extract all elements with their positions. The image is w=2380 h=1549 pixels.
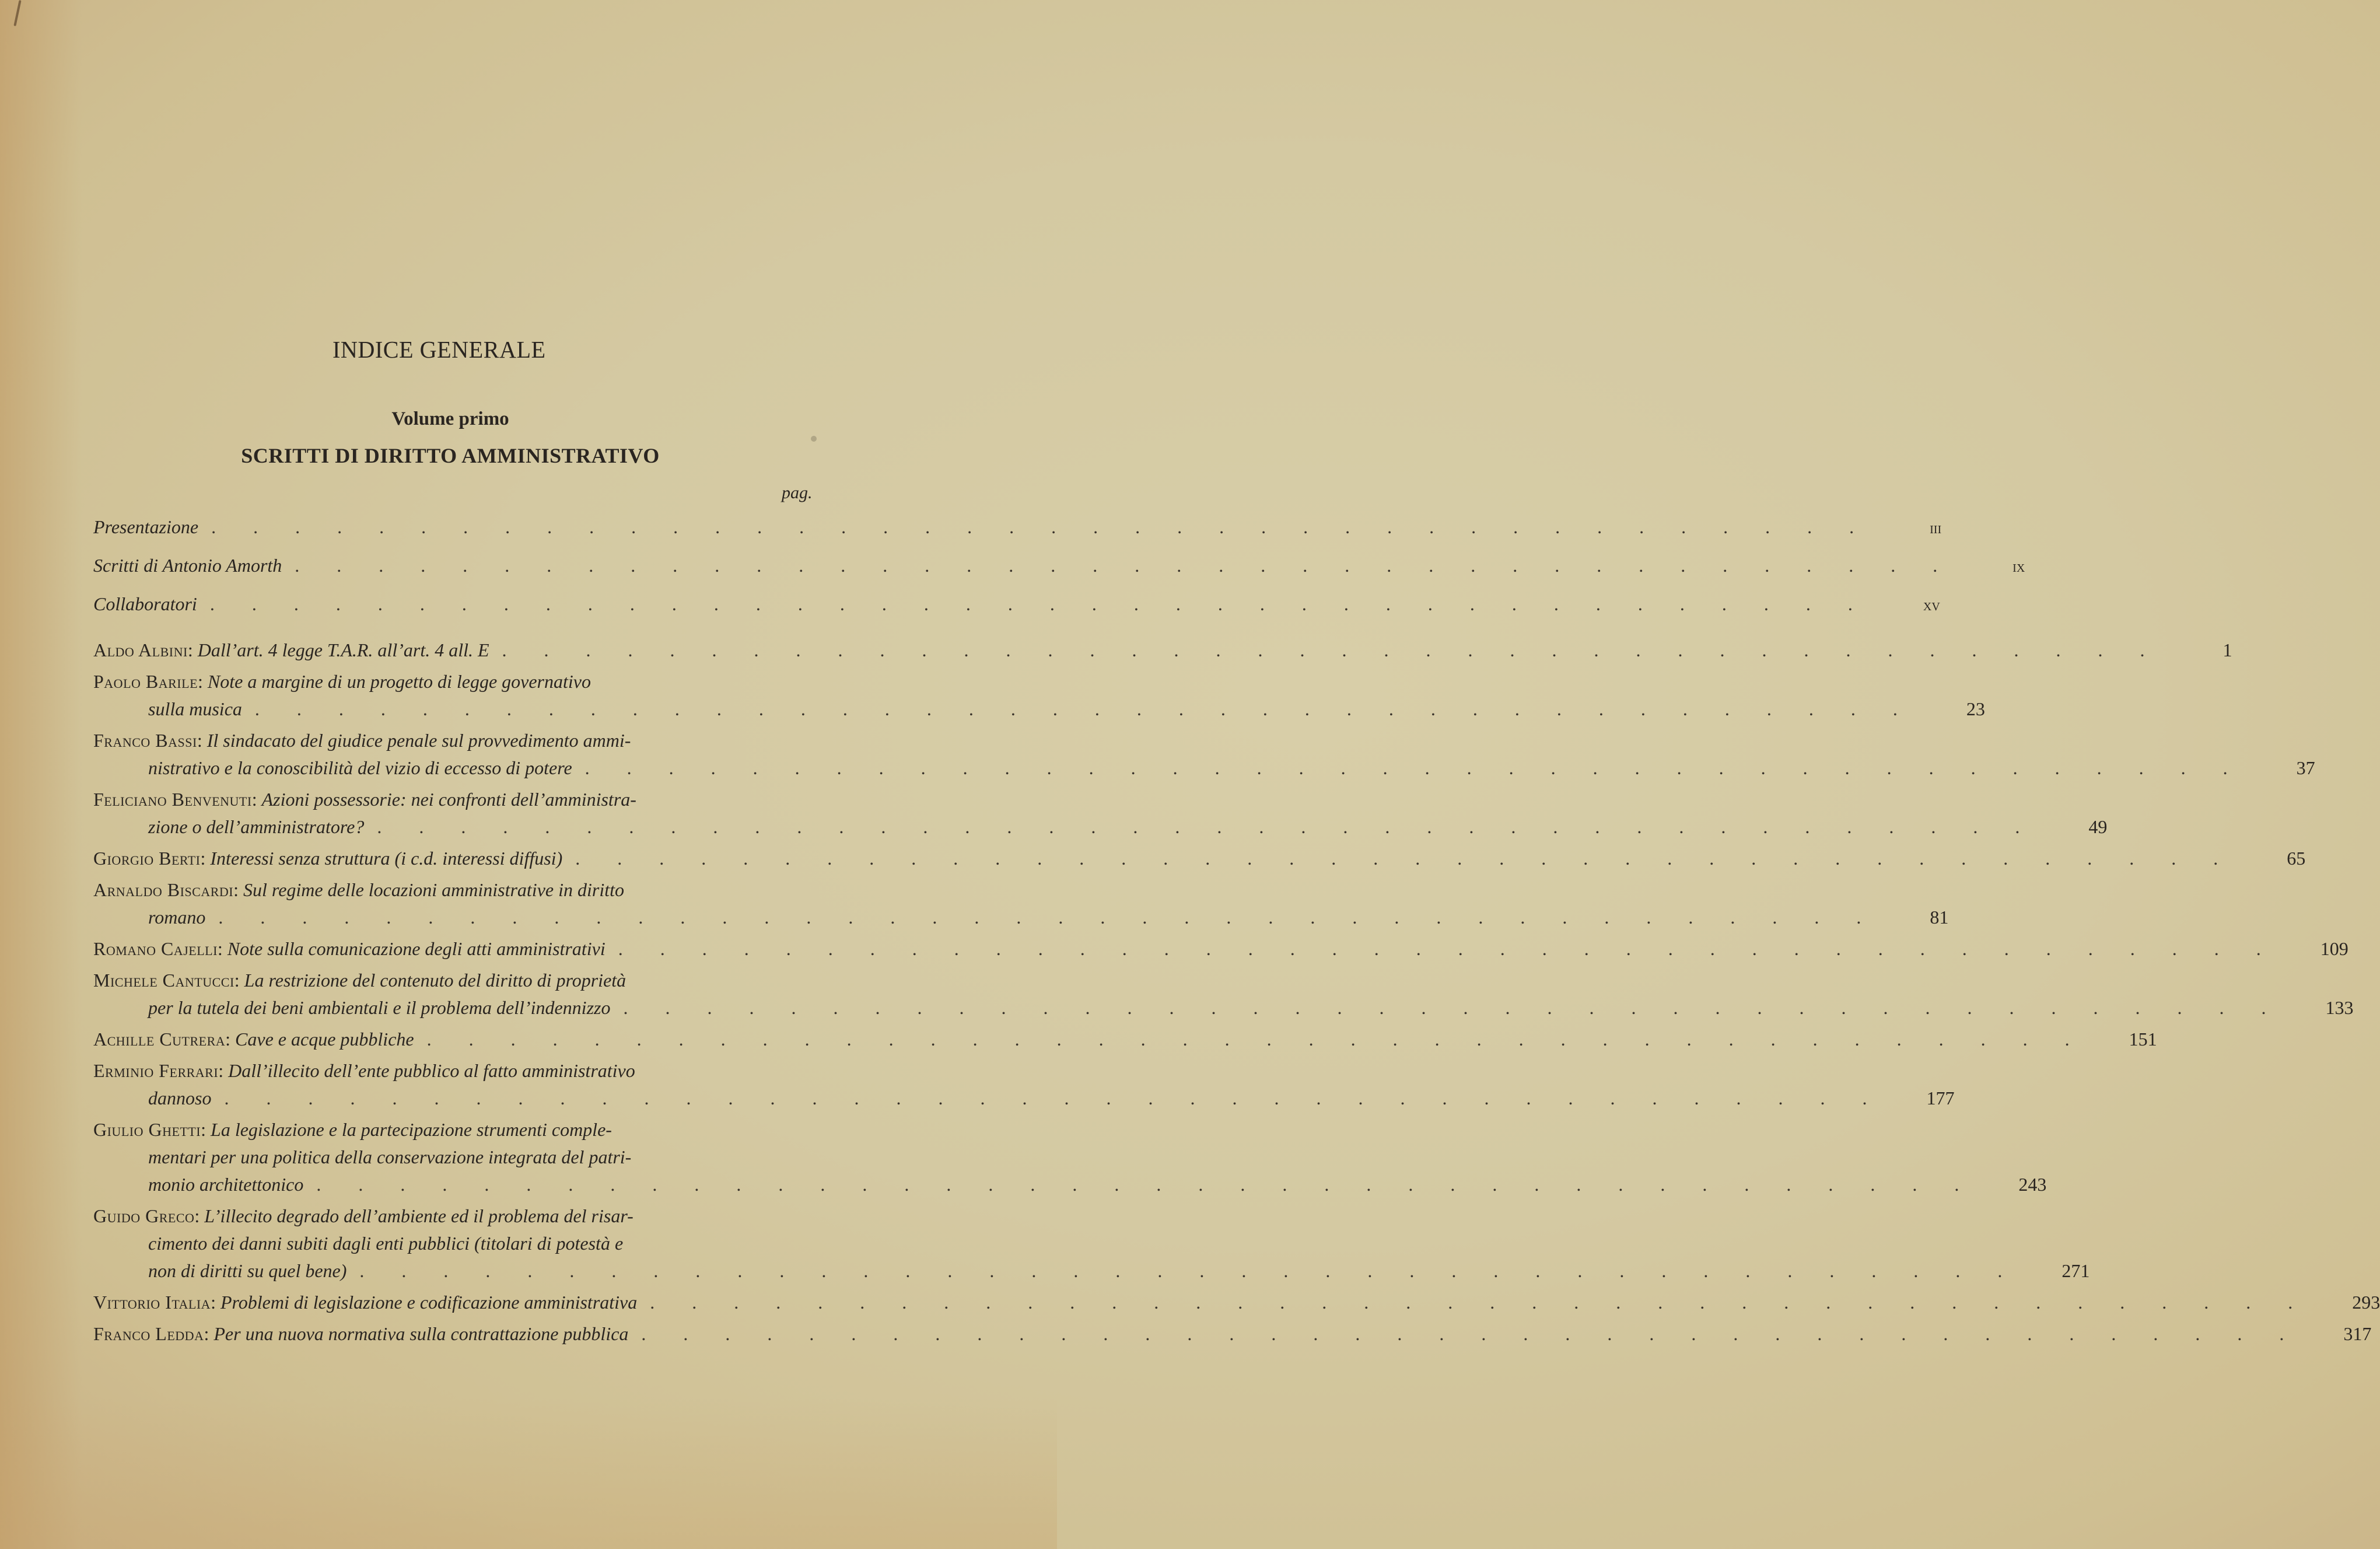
toc-row bbox=[93, 513, 1942, 542]
toc-row bbox=[93, 845, 2306, 872]
toc-entry[interactable] bbox=[93, 727, 2315, 782]
toc-row bbox=[93, 1230, 825, 1257]
toc-row bbox=[93, 994, 2354, 1022]
page-number: 271 bbox=[2062, 1260, 2090, 1281]
toc-row bbox=[93, 727, 825, 754]
toc-entry[interactable] bbox=[93, 967, 2354, 1022]
dot-leader: . . . . . . . . . . . . . . . . . . . . . . . . . . . . . . . . . . . . . . . . bbox=[211, 516, 1871, 537]
entry-title: mentari per una politica della conservazione integrata del patri- bbox=[148, 1146, 632, 1167]
entry-title: sulla musica bbox=[148, 698, 242, 719]
toc-row bbox=[93, 1171, 2047, 1198]
toc-row bbox=[93, 935, 2348, 963]
entry-title: nistrativo e la conoscibilità del vizio di eccesso di potere bbox=[148, 757, 572, 778]
dot-leader: . . . . . . . . . . . . . . . . . . . . . . . . . . . . . . . . . . . . . . . . bbox=[218, 907, 1878, 928]
entry-title: L’illecito degrado dell’ambiente ed il problema del risar- bbox=[204, 1205, 634, 1226]
entry-line bbox=[93, 1057, 635, 1085]
dot-leader: . . . . . . . . . . . . . . . . . . . . . . . . . . . . . . . . . . . . . . . . bbox=[426, 1029, 2086, 1050]
author-separator: : bbox=[225, 1029, 236, 1050]
toc-entry[interactable] bbox=[93, 876, 1949, 931]
toc-row bbox=[93, 1085, 1955, 1112]
toc-entry[interactable] bbox=[93, 935, 2348, 963]
entry-title: La legislazione e la partecipazione strumenti comple- bbox=[211, 1119, 612, 1140]
page-number: 177 bbox=[1926, 1088, 1955, 1109]
entry-line bbox=[93, 967, 626, 994]
entry-line bbox=[148, 994, 610, 1022]
entry-author: Guido Greco bbox=[93, 1205, 195, 1226]
toc-row bbox=[93, 668, 825, 695]
table-of-contents bbox=[93, 513, 2380, 1352]
entry-title: monio architettonico bbox=[148, 1174, 304, 1195]
toc-row bbox=[93, 1320, 2372, 1348]
toc-entry[interactable] bbox=[93, 1202, 2090, 1285]
page-column-label: pag. bbox=[782, 483, 813, 502]
author-separator: : bbox=[197, 730, 207, 751]
entry-title: Per una nuova normativa sulla contrattazione pubblica bbox=[214, 1323, 629, 1344]
entry-author: Achille Cutrera bbox=[93, 1029, 226, 1050]
toc-entry[interactable] bbox=[93, 786, 2108, 841]
dot-leader: . . . . . . . . . . . . . . . . . . . . . . . . . . . . . . . . . . . . . . . . bbox=[650, 1292, 2309, 1313]
dot-leader: . . . . . . . . . . . . . . . . . . . . . . . . . . . . . . . . . . . . . . . . bbox=[224, 1088, 1884, 1109]
toc-entry[interactable] bbox=[93, 668, 1985, 723]
volume-title: SCRITTI DI DIRITTO AMMINISTRATIVO bbox=[241, 444, 660, 467]
entry-author: Paolo Barile bbox=[93, 671, 198, 692]
toc-row bbox=[93, 1202, 825, 1230]
entry-line bbox=[148, 695, 242, 723]
entry-line bbox=[93, 1026, 414, 1053]
entry-title: Cave e acque pubbliche bbox=[235, 1029, 414, 1050]
dot-leader: . . . . . . . . . . . . . . . . . . . . . . . . . . . . . . . . . . . . . . . . bbox=[295, 555, 1954, 576]
entry-title: romano bbox=[148, 907, 206, 928]
toc-entry[interactable] bbox=[93, 1320, 2372, 1348]
author-separator: : bbox=[204, 1323, 214, 1344]
dot-leader: . . . . . . . . . . . . . . . . . . . . . . . . . . . . . . . . . . . . . . . . bbox=[641, 1323, 2301, 1344]
page-number: 81 bbox=[1930, 907, 1949, 928]
entry-title: Dall’illecito dell’ente pubblico al fatto amministrativo bbox=[228, 1060, 635, 1081]
entry-author: Aldo Albini bbox=[93, 639, 188, 660]
entry-title: per la tutela dei beni ambientali e il problema dell’indennizzo bbox=[148, 997, 611, 1018]
entry-line bbox=[93, 1289, 637, 1316]
toc-row bbox=[93, 1057, 825, 1085]
toc-entry[interactable] bbox=[93, 845, 2306, 872]
entry-title: Interessi senza struttura (i c.d. interessi diffusi) bbox=[210, 848, 563, 869]
dot-leader: . . . . . . . . . . . . . . . . . . . . . . . . . . . . . . . . . . . . . . . . bbox=[377, 816, 2036, 837]
toc-row bbox=[93, 695, 1985, 723]
toc-row bbox=[93, 967, 825, 994]
author-separator: : bbox=[218, 1060, 229, 1081]
toc-row bbox=[93, 1289, 2380, 1316]
entry-title: dannoso bbox=[148, 1088, 212, 1109]
entry-line bbox=[148, 1171, 303, 1198]
toc-entry[interactable] bbox=[93, 637, 2232, 664]
toc-row bbox=[93, 590, 1940, 619]
dot-leader: . . . . . . . . . . . . . . . . . . . . . . . . . . . . . . . . . . . . . . . . bbox=[618, 938, 2277, 959]
author-separator: : bbox=[198, 671, 208, 692]
author-separator: : bbox=[233, 879, 244, 900]
toc-row bbox=[93, 876, 825, 904]
toc-entry[interactable] bbox=[93, 1057, 1955, 1112]
author-separator: : bbox=[194, 1205, 205, 1226]
entry-author: Giulio Ghetti bbox=[93, 1119, 201, 1140]
page-number: 243 bbox=[2018, 1174, 2047, 1195]
author-separator: : bbox=[251, 789, 262, 810]
entry-line bbox=[148, 1085, 211, 1112]
entry-author: Franco Bassi bbox=[93, 730, 197, 751]
paper-speck bbox=[811, 436, 817, 442]
entry-title: Il sindacato del giudice penale sul provvedimento ammi- bbox=[206, 730, 631, 751]
entry-line bbox=[93, 786, 636, 813]
page-number: 49 bbox=[2088, 816, 2108, 837]
entry-author: Michele Cantucci bbox=[93, 970, 235, 991]
entry-author: Franco Ledda bbox=[93, 1323, 204, 1344]
entry-line bbox=[93, 637, 489, 664]
page-number: 65 bbox=[2287, 848, 2306, 869]
toc-entry[interactable] bbox=[93, 1026, 2157, 1053]
entry-line bbox=[148, 1144, 631, 1171]
dot-leader: . . . . . . . . . . . . . . . . . . . . . . . . . . . . . . . . . . . . . . . . bbox=[359, 1260, 2019, 1281]
toc-row bbox=[93, 754, 2315, 782]
toc-row bbox=[93, 813, 2108, 841]
entry-title: non di diritti su quel bene) bbox=[148, 1260, 347, 1281]
entry-line bbox=[148, 1257, 346, 1285]
dot-leader: . . . . . . . . . . . . . . . . . . . . . . . . . . . . . . . . . . . . . . . . bbox=[575, 848, 2235, 869]
dot-leader: . . . . . . . . . . . . . . . . . . . . . . . . . . . . . . . . . . . . . . . . bbox=[502, 639, 2161, 660]
entry-title: Note sulla comunicazione degli atti amministrativi bbox=[227, 938, 606, 959]
entry-author: Feliciano Benvenuti bbox=[93, 789, 252, 810]
author-separator: : bbox=[211, 1292, 220, 1313]
entry-line bbox=[93, 935, 606, 963]
entry-title: Presentazione bbox=[93, 516, 199, 537]
toc-entry[interactable] bbox=[93, 1289, 2380, 1316]
entry-title: Azioni possessorie: nei confronti dell’amministra- bbox=[261, 789, 636, 810]
author-separator: : bbox=[187, 639, 198, 660]
toc-row bbox=[93, 1026, 2157, 1053]
toc-row bbox=[93, 786, 825, 813]
entry-line bbox=[93, 1116, 612, 1144]
entry-line bbox=[93, 845, 562, 872]
entry-author: Arnaldo Biscardi bbox=[93, 879, 234, 900]
toc-entry[interactable] bbox=[93, 1116, 2047, 1198]
dot-leader: . . . . . . . . . . . . . . . . . . . . . . . . . . . . . . . . . . . . . . . . bbox=[623, 997, 2283, 1018]
entry-title: cimento dei danni subiti dagli enti pubblici (titolari di potestà e bbox=[148, 1233, 624, 1254]
entry-title: Dall’art. 4 legge T.A.R. all’art. 4 all. E bbox=[197, 639, 489, 660]
page-number: ix bbox=[2013, 558, 2025, 576]
entry-title: zione o dell’amministratore? bbox=[148, 816, 365, 837]
entry-line bbox=[93, 727, 631, 754]
entry-author: Erminio Ferrari bbox=[93, 1060, 219, 1081]
toc-row bbox=[93, 1116, 825, 1144]
dot-leader: . . . . . . . . . . . . . . . . . . . . . . . . . . . . . . . . . . . . . . . . bbox=[584, 757, 2244, 778]
page-bottom-shadow bbox=[0, 1397, 1057, 1549]
entry-title: Collaboratori bbox=[93, 593, 197, 614]
toc-entry-front-matter[interactable] bbox=[93, 513, 1942, 542]
entry-author: Romano Cajelli bbox=[93, 938, 218, 959]
entry-author: Giorgio Berti bbox=[93, 848, 201, 869]
page-number: xv bbox=[1923, 596, 1940, 614]
page-number: iii bbox=[1930, 519, 1942, 537]
entry-title: Scritti di Antonio Amorth bbox=[93, 555, 282, 576]
page-number: 1 bbox=[2222, 639, 2232, 660]
toc-entry-front-matter[interactable] bbox=[93, 590, 1940, 619]
entry-title: Sul regime delle locazioni amministrative in diritto bbox=[243, 879, 624, 900]
author-separator: : bbox=[217, 938, 228, 959]
entry-title: Note a margine di un progetto di legge governativo bbox=[207, 671, 591, 692]
entry-title: La restrizione del contenuto del diritto di proprietà bbox=[244, 970, 626, 991]
author-separator: : bbox=[234, 970, 244, 991]
page-number: 37 bbox=[2296, 757, 2315, 778]
dot-leader: . . . . . . . . . . . . . . . . . . . . . . . . . . . . . . . . . . . . . . . . bbox=[316, 1174, 1976, 1195]
dot-leader: . . . . . . . . . . . . . . . . . . . . . . . . . . . . . . . . . . . . . . . . bbox=[254, 698, 1914, 719]
page-title: INDICE GENERALE bbox=[332, 336, 546, 363]
entry-line bbox=[148, 813, 364, 841]
toc-row bbox=[93, 1257, 2090, 1285]
toc-row bbox=[93, 904, 1949, 931]
author-separator: : bbox=[200, 848, 211, 869]
entry-line bbox=[93, 876, 624, 904]
entry-line bbox=[93, 1320, 628, 1348]
page-number: 23 bbox=[1966, 698, 1985, 719]
entry-title: Problemi di legislazione e codificazione amministrativa bbox=[220, 1292, 638, 1313]
page-number: 133 bbox=[2325, 997, 2354, 1018]
page-number: 293 bbox=[2352, 1292, 2380, 1313]
volume-label: Volume primo bbox=[391, 408, 509, 429]
toc-entry-front-matter[interactable] bbox=[93, 552, 2025, 581]
entry-line bbox=[148, 1230, 623, 1257]
page-number: 151 bbox=[2129, 1029, 2157, 1050]
author-separator: : bbox=[201, 1119, 211, 1140]
dot-leader: . . . . . . . . . . . . . . . . . . . . . . . . . . . . . . . . . . . . . . . . bbox=[209, 593, 1869, 614]
entry-author: Vittorio Italia bbox=[93, 1292, 211, 1313]
entry-line bbox=[93, 668, 591, 695]
entry-line bbox=[93, 1202, 634, 1230]
toc-row bbox=[93, 552, 2025, 581]
toc-row bbox=[93, 637, 2232, 664]
entry-line bbox=[148, 904, 205, 931]
page-edge-shadow bbox=[0, 0, 82, 1549]
page-number: 109 bbox=[2320, 938, 2348, 959]
entry-line bbox=[148, 754, 572, 782]
page-number: 317 bbox=[2343, 1323, 2372, 1344]
toc-row bbox=[93, 1144, 825, 1171]
